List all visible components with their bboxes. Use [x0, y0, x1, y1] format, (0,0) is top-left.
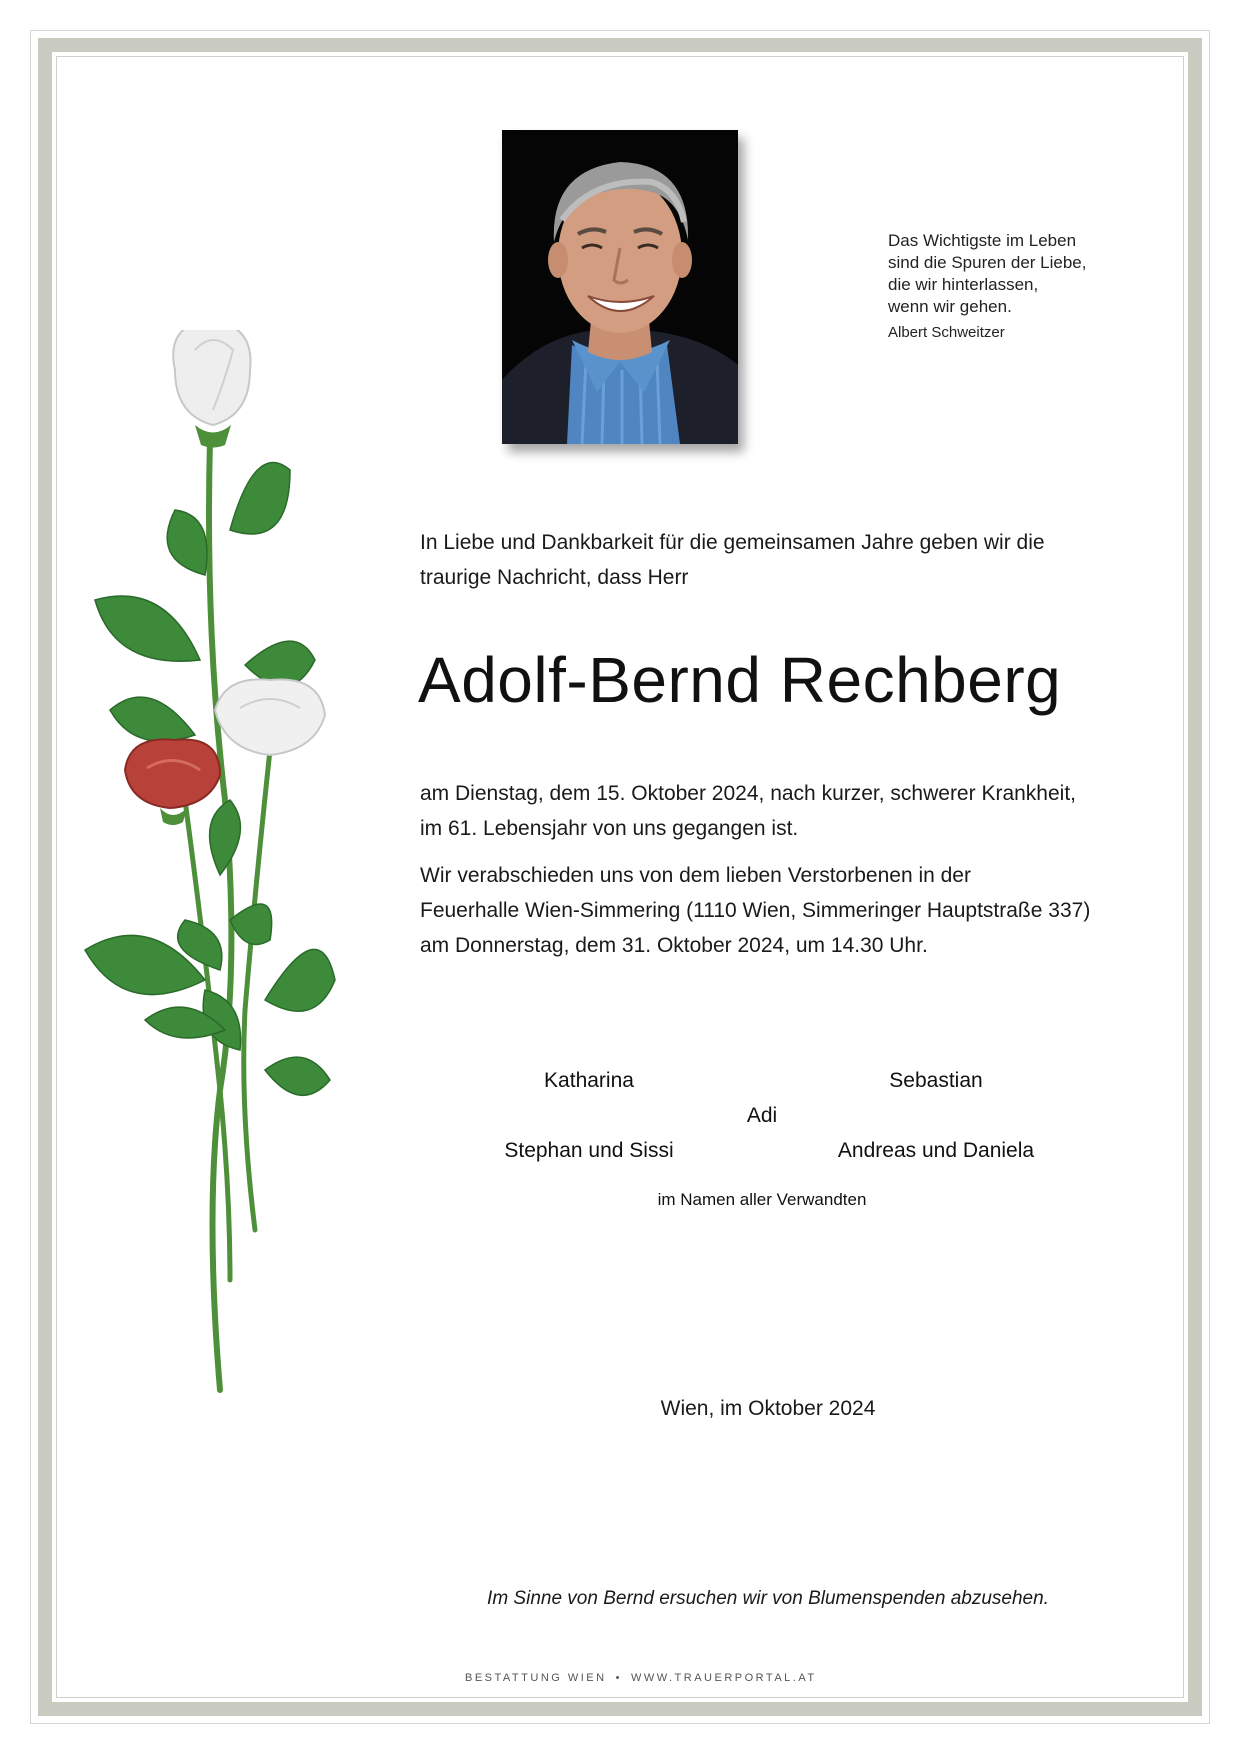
on-behalf-relatives: im Namen aller Verwandten	[657, 1190, 867, 1209]
flowers-note: Im Sinne von Bernd ersuchen wir von Blumenspenden abzusehen.	[487, 1588, 1049, 1609]
mourner-sebastian: Sebastian	[889, 1069, 983, 1092]
ceremony-line: Feuerhalle Wien-Simmering (1110 Wien, Simmeringer Hauptstraße 337)	[420, 899, 1091, 922]
ceremony-line: Wir verabschieden uns von dem lieben Verstorbenen in der	[420, 864, 971, 887]
death-notice	[420, 776, 1076, 846]
red-rose	[125, 739, 220, 825]
death-line: am Dienstag, dem 15. Oktober 2024, nach kurzer, schwerer Krankheit,	[420, 782, 1076, 805]
quote-line: wenn wir gehen.	[888, 297, 1012, 316]
rose-illustration	[55, 330, 375, 1410]
death-line: im 61. Lebensjahr von uns gegangen ist.	[420, 817, 799, 840]
quote-line: sind die Spuren der Liebe,	[888, 253, 1087, 272]
white-rose-middle	[215, 679, 325, 755]
intro-line: In Liebe und Dankbarkeit für die gemeinsamen Jahre geben wir die	[420, 531, 1045, 554]
ceremony-line: am Donnerstag, dem 31. Oktober 2024, um 14.30 Uhr.	[420, 934, 928, 957]
footer-separator: •	[615, 1672, 622, 1684]
ceremony-notice	[420, 858, 1090, 963]
mourner-stephan-sissi: Stephan und Sissi	[504, 1139, 674, 1162]
quote-line: die wir hinterlassen,	[888, 275, 1039, 294]
quote-line: Das Wichtigste im Leben	[888, 231, 1077, 250]
mourner-andreas-daniela: Andreas und Daniela	[837, 1139, 1035, 1162]
footer	[465, 1672, 817, 1684]
intro-text	[420, 525, 1045, 595]
white-rose-top	[173, 330, 250, 448]
deceased-name: Adolf-Bernd Rechberg	[418, 644, 1062, 716]
intro-line: traurige Nachricht, dass Herr	[420, 566, 689, 589]
mourner-adi: Adi	[746, 1104, 778, 1127]
quote-author: Albert Schweitzer	[888, 324, 1005, 341]
place-date: Wien, im Oktober 2024	[660, 1397, 876, 1420]
footer-website: WWW.TRAUERPORTAL.AT	[630, 1672, 817, 1684]
quote-block	[888, 230, 1148, 344]
footer-company: BESTATTUNG WIEN	[465, 1672, 607, 1684]
mourner-katharina: Katharina	[544, 1069, 634, 1092]
portrait-photo	[502, 130, 738, 444]
